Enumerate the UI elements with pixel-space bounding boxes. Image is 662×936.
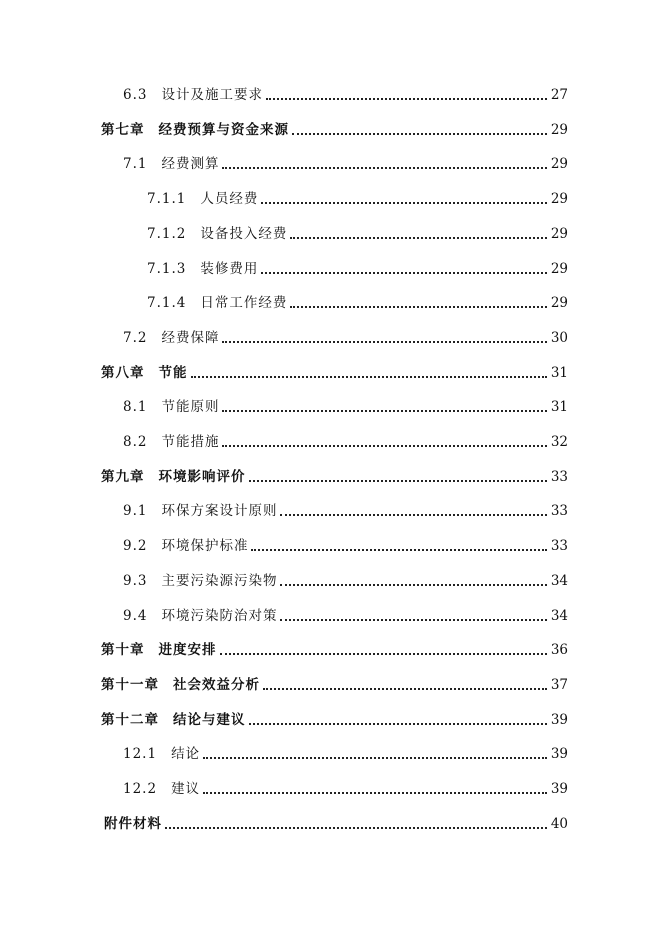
toc-entry-number: 9.1 xyxy=(123,503,148,520)
toc-entry-page-number: 33 xyxy=(550,538,568,555)
toc-entry-label xyxy=(101,676,260,694)
toc-entry[interactable] xyxy=(123,149,568,173)
toc-entry-number: 6.3 xyxy=(123,87,148,103)
toc-entry[interactable] xyxy=(101,462,568,486)
toc-entry[interactable] xyxy=(123,531,568,555)
toc-entry-title: 装修费用 xyxy=(200,260,259,277)
toc-entry[interactable] xyxy=(123,392,568,416)
dot-leader xyxy=(222,445,547,447)
toc-entry-label xyxy=(101,641,217,659)
dot-leader xyxy=(191,376,548,378)
toc-entry-title: 社会效益分析 xyxy=(173,676,260,693)
toc-entry-label xyxy=(104,815,162,833)
toc-entry-number: 8.2 xyxy=(123,434,148,450)
toc-entry-title: 环境污染防治对策 xyxy=(161,607,278,624)
toc-entry-title: 结论 xyxy=(171,746,201,763)
dot-leader xyxy=(280,584,547,586)
toc-entry[interactable] xyxy=(123,80,568,104)
toc-entry-label xyxy=(123,780,200,798)
toc-entry-label xyxy=(123,329,219,347)
toc-entry-title: 进度安排 xyxy=(158,642,217,659)
toc-entry-number: 7.2 xyxy=(123,329,148,346)
toc-entry-number: 7.1.3 xyxy=(147,260,187,277)
toc-entry-title: 人员经费 xyxy=(200,191,259,208)
dot-leader xyxy=(280,619,547,621)
dot-leader xyxy=(261,202,547,204)
toc-entry-title: 节能 xyxy=(158,364,188,381)
toc-entry-title: 主要污染源污染物 xyxy=(161,572,278,589)
toc-entry[interactable] xyxy=(147,219,568,243)
dot-leader xyxy=(249,723,548,725)
toc-entry-title: 节能措施 xyxy=(161,434,220,450)
toc-entry-number: 第十一章 xyxy=(101,676,159,693)
toc-entry-title: 节能原则 xyxy=(161,399,220,416)
toc-entry-page-number: 31 xyxy=(550,399,568,416)
dot-leader xyxy=(263,688,547,690)
toc-entry-title: 设备投入经费 xyxy=(200,225,288,242)
toc-entry-page-number: 29 xyxy=(550,156,568,173)
toc-entry-label xyxy=(147,260,258,278)
toc-entry-label xyxy=(147,294,287,312)
toc-entry-number: 第十章 xyxy=(101,642,145,659)
toc-entry-page-number: 29 xyxy=(550,121,568,138)
dot-leader xyxy=(261,272,547,274)
toc-entry-page-number: 34 xyxy=(550,572,568,589)
dot-leader xyxy=(292,133,547,135)
toc-entry-page-number: 31 xyxy=(550,364,568,381)
toc-entry[interactable] xyxy=(123,427,568,451)
toc-entry-number: 9.2 xyxy=(123,538,148,555)
toc-entry-page-number: 32 xyxy=(550,434,568,450)
toc-entry-label xyxy=(147,190,258,208)
toc-entry-page-number: 39 xyxy=(550,746,568,763)
toc-entry-number: 第十二章 xyxy=(101,711,159,728)
toc-entry-title: 经费预算与资金来源 xyxy=(158,121,289,138)
dot-leader xyxy=(165,827,547,829)
toc-entry[interactable] xyxy=(104,809,568,833)
toc-entry-label xyxy=(123,398,219,416)
dot-leader xyxy=(251,549,547,551)
toc-entry-title: 设计及施工要求 xyxy=(161,87,263,103)
toc-entry-label xyxy=(123,745,200,763)
toc-entry-label xyxy=(123,502,277,520)
toc-entry-page-number: 39 xyxy=(550,711,568,728)
toc-entry[interactable] xyxy=(123,496,568,520)
dot-leader xyxy=(222,341,547,343)
toc-entry[interactable] xyxy=(101,358,568,382)
toc-entry-label xyxy=(101,121,289,139)
toc-entry[interactable] xyxy=(123,566,568,590)
dot-leader xyxy=(290,237,547,239)
toc-entry-page-number: 29 xyxy=(550,260,568,277)
dot-leader xyxy=(280,514,547,516)
dot-leader xyxy=(203,792,547,794)
toc-entry-number: 第七章 xyxy=(101,121,145,138)
toc-entry-page-number: 36 xyxy=(550,642,568,659)
toc-entry-number: 9.3 xyxy=(123,572,148,589)
toc-entry-title: 经费保障 xyxy=(161,329,220,346)
toc-entry[interactable] xyxy=(123,601,568,625)
toc-entry-title: 结论与建议 xyxy=(173,711,246,728)
toc-entry[interactable] xyxy=(101,635,568,659)
dot-leader xyxy=(203,757,547,759)
toc-entry-label xyxy=(147,225,287,243)
toc-entry-page-number: 29 xyxy=(550,295,568,312)
dot-leader xyxy=(266,98,547,100)
toc-entry[interactable] xyxy=(147,254,568,278)
toc-entry-page-number: 30 xyxy=(550,329,568,346)
toc-entry-title: 环保方案设计原则 xyxy=(161,503,278,520)
toc-entry-page-number: 27 xyxy=(550,87,568,103)
toc-entry-number: 7.1 xyxy=(123,156,148,173)
toc-entry-label xyxy=(101,711,246,729)
toc-entry-number: 9.4 xyxy=(123,607,148,624)
toc-entry-label xyxy=(123,86,263,104)
dot-leader xyxy=(249,480,548,482)
dot-leader xyxy=(222,167,547,169)
toc-entry-label xyxy=(123,607,277,625)
toc-entry-label xyxy=(123,572,277,590)
toc-entry-page-number: 39 xyxy=(550,781,568,797)
toc-entry-label xyxy=(123,433,219,451)
toc-entry[interactable] xyxy=(123,739,568,763)
toc-entry-title: 经费测算 xyxy=(161,156,220,173)
toc-entry-number: 第八章 xyxy=(101,364,145,381)
toc-entry-number: 8.1 xyxy=(123,399,148,416)
toc-entry-title: 环境影响评价 xyxy=(158,468,246,485)
toc-entry-page-number: 34 xyxy=(550,607,568,624)
toc-entry-page-number: 29 xyxy=(550,191,568,208)
toc-entry[interactable] xyxy=(147,288,568,312)
toc-entry[interactable] xyxy=(147,184,568,208)
toc-entry[interactable] xyxy=(101,115,568,139)
toc-entry-title: 日常工作经费 xyxy=(200,295,288,312)
toc-entry-page-number: 37 xyxy=(550,676,568,693)
toc-entry-number: 12.2 xyxy=(123,781,158,797)
toc-entry-label xyxy=(123,155,219,173)
toc-entry-title: 建议 xyxy=(171,781,201,797)
toc-entry-number: 7.1.2 xyxy=(147,225,187,242)
dot-leader xyxy=(222,410,547,412)
toc-entry[interactable] xyxy=(123,774,568,798)
toc-entry[interactable] xyxy=(101,670,568,694)
toc-entry-label xyxy=(123,537,248,555)
toc-entry-number: 第九章 xyxy=(101,468,145,485)
toc-entry-label xyxy=(101,468,246,486)
toc-entry-number: 12.1 xyxy=(123,746,158,763)
toc-entry-title: 附件材料 xyxy=(104,815,162,832)
toc-entry-page-number: 40 xyxy=(550,815,568,832)
toc-entry-page-number: 29 xyxy=(550,225,568,242)
dot-leader xyxy=(290,306,547,308)
toc-entry-title: 环境保护标准 xyxy=(161,538,249,555)
toc-entry[interactable] xyxy=(101,705,568,729)
toc-entry-page-number: 33 xyxy=(550,468,568,485)
toc-entry-label xyxy=(101,364,188,382)
dot-leader xyxy=(220,653,548,655)
toc-entry[interactable] xyxy=(123,323,568,347)
toc-entry-number: 7.1.1 xyxy=(147,191,187,208)
toc-entry-number: 7.1.4 xyxy=(147,295,187,312)
toc-entry-page-number: 33 xyxy=(550,503,568,520)
